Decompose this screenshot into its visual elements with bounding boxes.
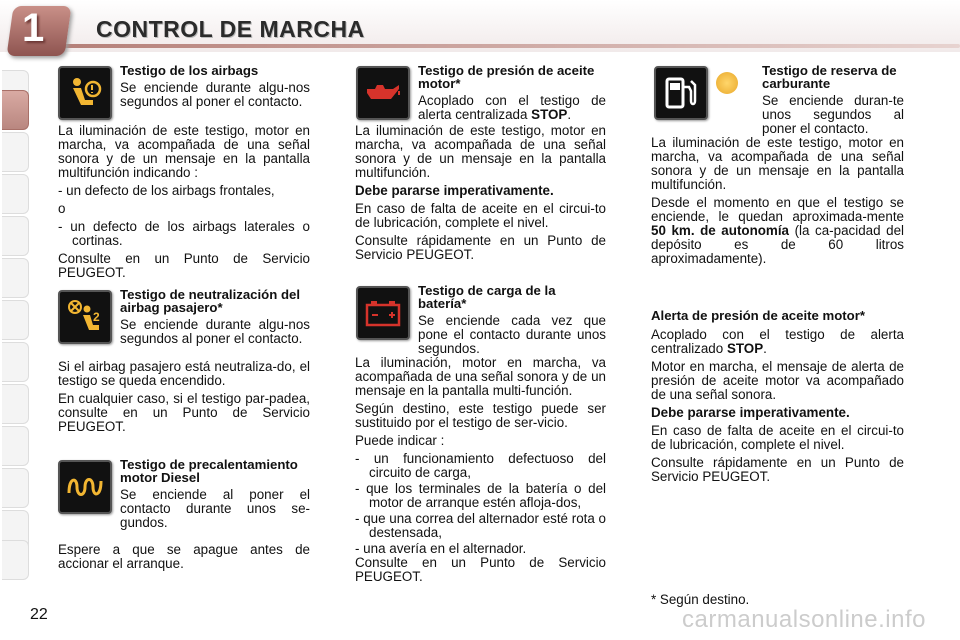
side-tab[interactable] xyxy=(2,426,29,466)
header-rule xyxy=(56,44,960,48)
oil-pressure-icon xyxy=(356,66,410,120)
alerta-p1: Motor en marcha, el mensaje de alerta de presión de aceite motor va acompañado de una señal sonora. xyxy=(651,359,904,402)
airbags-description: La iluminación de este testigo, motor en marcha, va acompañada de una señal sonora y de un mensaje en la pantalla multifunción indicando : xyxy=(58,123,310,180)
presion-body xyxy=(355,124,606,262)
reserva-body xyxy=(651,136,904,266)
watermark: carmanualsonline.info xyxy=(682,606,926,633)
presion-intro xyxy=(418,94,606,122)
carga-consult: Consulte en un Punto de Servicio PEUGEOT. xyxy=(355,555,606,584)
airbags-consult: Consulte en un Punto de Servicio PEUGEOT. xyxy=(58,251,310,280)
side-tab[interactable] xyxy=(2,300,29,340)
precalentamiento-head xyxy=(120,458,310,530)
airbags-body xyxy=(58,124,310,280)
presion-p3: En caso de falta de aceite en el circui-to de lubricación, complete el nivel. xyxy=(355,201,606,230)
side-tab[interactable] xyxy=(2,216,29,256)
alerta-p3: En caso de falta de aceite en el circui-to de lubricación, complete el nivel. xyxy=(651,423,904,452)
carga-item: - que una correa del alternador esté rota o destensada, xyxy=(355,511,606,540)
alerta-block xyxy=(651,309,904,484)
carga-intro: Se enciende cada vez que pone el contacto durante unos segundos. xyxy=(418,313,606,356)
airbags-intro: Se enciende durante algu-nos segundos al poner el contacto. xyxy=(120,80,310,109)
precalentamiento-p1: Espere a que se apague antes de accionar el arranque. xyxy=(58,542,310,571)
side-tabs xyxy=(0,70,32,580)
carga-head xyxy=(418,284,606,356)
airbag-warning-icon xyxy=(58,66,112,120)
presion-intro-end: . xyxy=(567,107,572,122)
airbags-title: Testigo de los airbags xyxy=(120,63,259,78)
carga-item: - un funcionamiento defectuoso del circuito de carga, xyxy=(355,451,606,480)
presion-p4: Consulte rápidamente en un Punto de Servicio PEUGEOT. xyxy=(355,233,606,262)
carga-p1: La iluminación, motor en marcha, va acompañada de una señal sonora y de un mensaje en la pantalla multi-función. xyxy=(355,355,606,398)
amber-lamp-icon xyxy=(716,72,738,94)
presion-p1: La iluminación de este testigo, motor en marcha, va acompañada de una señal sonora y de un mensaje en la pantalla multifunción. xyxy=(355,123,606,180)
alerta-intro-end: . xyxy=(763,341,767,356)
neutralizacion-title: Testigo de neutralización del airbag pasajero* xyxy=(120,287,301,315)
presion-head xyxy=(418,64,606,122)
presion-title: Testigo de presión de aceite motor* xyxy=(418,63,595,91)
side-tab-active[interactable] xyxy=(2,90,29,130)
reserva-p2-end: (la ca-pacidad del depósito es de 60 litros aproximadamente). xyxy=(651,223,904,266)
carga-p3: Puede indicar : xyxy=(355,433,445,448)
neutralizacion-intro: Se enciende durante algu-nos segundos al poner el contacto. xyxy=(120,317,310,346)
carga-item: - una avería en el alternador. xyxy=(355,541,527,556)
neutralizacion-head xyxy=(120,288,310,346)
fuel-pump-icon xyxy=(654,66,708,120)
page-number: 22 xyxy=(30,606,48,623)
side-tab[interactable] xyxy=(2,258,29,298)
neutralizacion-p1: Si el airbag pasajero está neutraliza-do, el testigo se queda encendido. xyxy=(58,359,310,388)
stop-label: STOP xyxy=(531,107,568,122)
side-tab[interactable] xyxy=(2,342,29,382)
precalentamiento-intro: Se enciende al poner el contacto durante unos se-gundos. xyxy=(120,487,310,530)
side-tab[interactable] xyxy=(2,384,29,424)
airbags-head xyxy=(120,64,310,109)
presion-intro-text: Acoplado con el testigo de alerta centralizada xyxy=(418,93,606,122)
airbags-item: o xyxy=(58,201,66,216)
side-tab[interactable] xyxy=(2,540,29,580)
neutralizacion-body xyxy=(58,360,310,434)
reserva-p2 xyxy=(651,196,904,266)
presion-p2: Debe pararse imperativamente. xyxy=(355,183,554,198)
reserva-p1: La iluminación de este testigo, motor en marcha, va acompañada de una señal sonora y de un mensaje en la pantalla multifunción. xyxy=(651,135,904,192)
precalentamiento-title: Testigo de precalentamiento motor Diesel xyxy=(120,457,298,485)
airbags-item: - un defecto de los airbags frontales, xyxy=(58,183,275,198)
reserva-head xyxy=(762,64,904,136)
precalentamiento-body xyxy=(58,543,310,571)
side-tab[interactable] xyxy=(2,132,29,172)
stop-label: STOP xyxy=(726,341,764,356)
alerta-title: Alerta de presión de aceite motor* xyxy=(651,308,865,323)
footnote: * Según destino. xyxy=(651,592,750,607)
glow-plug-icon xyxy=(58,460,112,514)
carga-item: - que los terminales de la batería o del motor de arranque estén afloja-dos, xyxy=(355,481,606,510)
autonomia-label: 50 km. de autonomía xyxy=(651,223,790,238)
alerta-intro xyxy=(651,328,904,356)
side-tab[interactable] xyxy=(2,174,29,214)
neutralizacion-p2: En cualquier caso, si el testigo par-padea, consulte en un Punto de Servicio PEUGEOT. xyxy=(58,391,310,434)
alerta-p2: Debe pararse imperativamente. xyxy=(651,405,850,420)
alerta-intro-text: Acoplado con el testigo de alerta centralizado xyxy=(651,327,904,356)
side-tab[interactable] xyxy=(2,468,29,508)
reserva-intro: Se enciende duran-te unos segundos al poner el contacto. xyxy=(762,93,904,136)
alerta-p4: Consulte rápidamente en un Punto de Servicio PEUGEOT. xyxy=(651,455,904,484)
chapter-number: 1 xyxy=(22,6,45,50)
carga-title: Testigo de carga de la batería* xyxy=(418,283,556,311)
reserva-p2-text: Desde el momento en que el testigo se enciende, le quedan aproximada-mente xyxy=(651,195,904,224)
svg-text:2: 2 xyxy=(93,310,100,324)
carga-body xyxy=(355,356,606,584)
carga-p2: Según destino, este testigo puede ser sustituido por el testigo de ser-vicio. xyxy=(355,401,606,430)
reserva-title: Testigo de reserva de carburante xyxy=(762,63,897,91)
page-title: CONTROL DE MARCHA xyxy=(96,16,365,42)
airbags-item: - un defecto de los airbags laterales o cortinas. xyxy=(58,219,310,248)
battery-icon xyxy=(356,286,410,340)
airbag-off-icon xyxy=(58,290,112,344)
